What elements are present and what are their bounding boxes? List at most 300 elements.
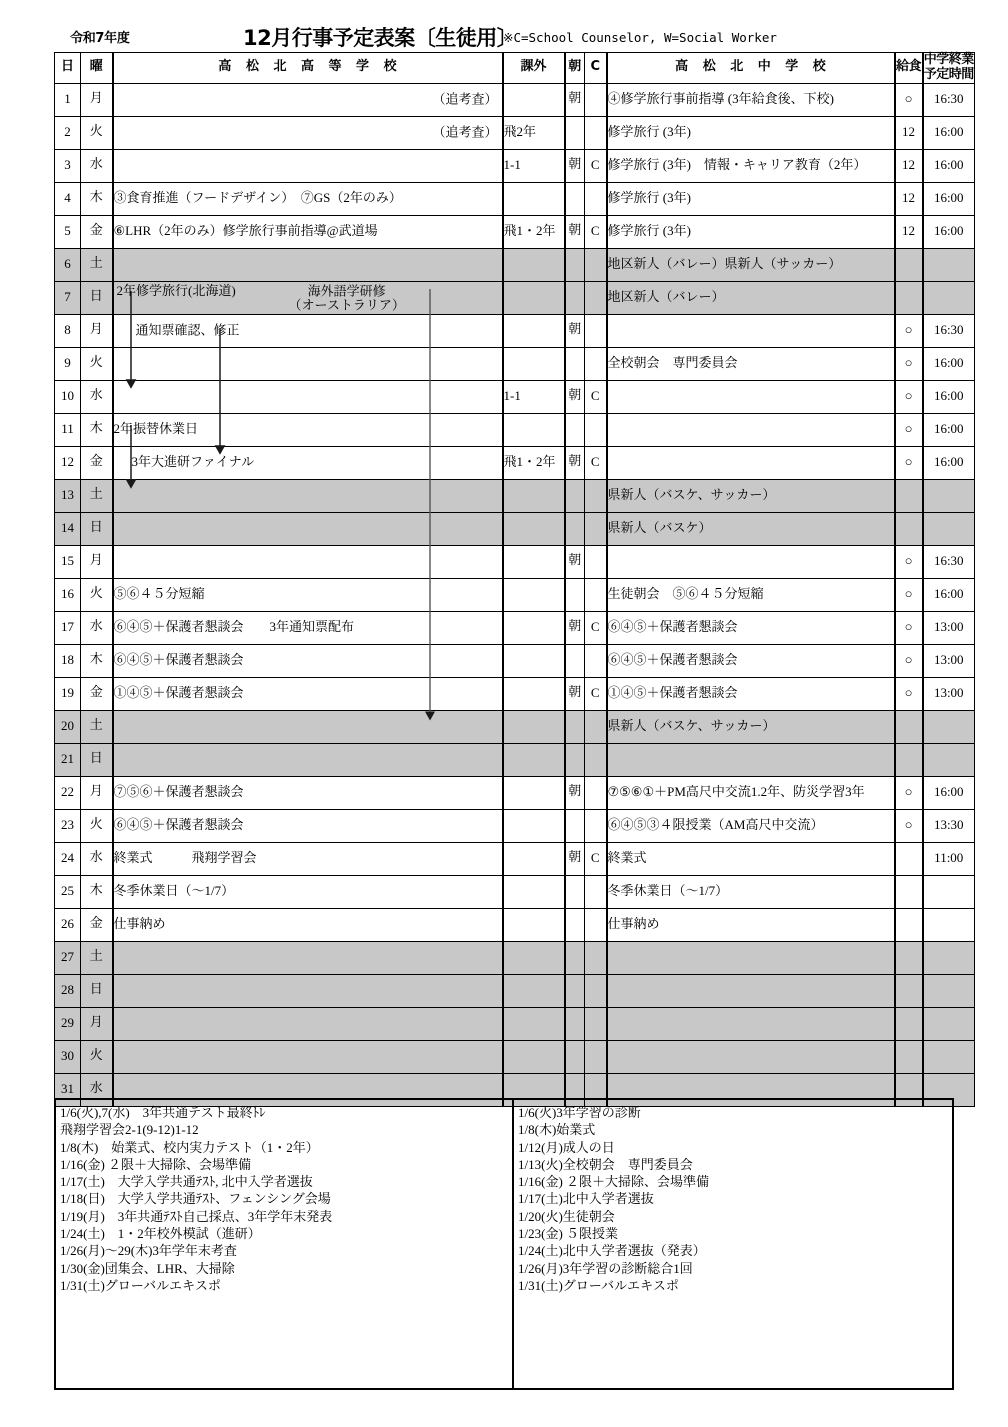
cell-high-school — [113, 446, 503, 479]
cell-end-time: 16:30 — [923, 83, 975, 116]
cell-lunch: ○ — [895, 545, 923, 578]
cell-counselor: C — [585, 842, 607, 875]
cell-middle-school: 地区新人（バレー） — [607, 281, 895, 314]
note-line-high-school: 1/19(月) 3年共通ﾃｽﾄ自己採点、3年学年末発表 — [60, 1208, 333, 1224]
cell-middle-school — [607, 743, 895, 776]
cell-weekday: 水 — [81, 1073, 113, 1106]
cell-kagai — [503, 809, 565, 842]
cell-end-time — [923, 974, 975, 1007]
cell-middle-school: 生徒朝会 ⑤⑥４５分短縮 — [607, 578, 895, 611]
cell-end-time: 16:30 — [923, 314, 975, 347]
table-row — [55, 644, 975, 677]
cell-kagai — [503, 545, 565, 578]
table-row — [55, 116, 975, 149]
table-row — [55, 281, 975, 314]
table-row — [55, 512, 975, 545]
cell-day: 12 — [55, 446, 81, 479]
high-school-event-text: 2年振替休業日 — [113, 421, 199, 437]
cell-counselor — [585, 974, 607, 1007]
cell-kagai — [503, 182, 565, 215]
cell-morning: 朝 — [565, 149, 585, 182]
high-school-event-text: ⑤⑥４５分短縮 — [113, 586, 205, 602]
cell-weekday: 水 — [81, 842, 113, 875]
cell-lunch — [895, 908, 923, 941]
note-line-high-school: 1/8(木) 始業式、校内実力テスト（1・2年） — [60, 1139, 319, 1155]
cell-high-school — [113, 842, 503, 875]
table-header-row — [55, 53, 975, 84]
cell-lunch — [895, 710, 923, 743]
cell-day: 14 — [55, 512, 81, 545]
cell-weekday: 月 — [81, 776, 113, 809]
cell-morning — [565, 182, 585, 215]
table-row — [55, 314, 975, 347]
cell-counselor: C — [585, 677, 607, 710]
cell-weekday: 土 — [81, 479, 113, 512]
cell-end-time: 13:00 — [923, 644, 975, 677]
cell-kagai — [503, 974, 565, 1007]
cell-lunch — [895, 479, 923, 512]
note-line-high-school: 1/16(金) ２限＋大掃除、会場準備 — [60, 1156, 252, 1172]
cell-middle-school — [607, 1007, 895, 1040]
cell-lunch — [895, 281, 923, 314]
cell-morning — [565, 710, 585, 743]
cell-kagai — [503, 248, 565, 281]
cell-weekday: 金 — [81, 215, 113, 248]
cell-middle-school: 修学旅行 (3年) 情報・キャリア教育（2年） — [607, 149, 895, 182]
cell-lunch — [895, 1040, 923, 1073]
cell-kagai — [503, 281, 565, 314]
cell-morning — [565, 743, 585, 776]
cell-counselor — [585, 479, 607, 512]
cell-end-time: 16:00 — [923, 182, 975, 215]
cell-end-time — [923, 479, 975, 512]
cell-lunch — [895, 248, 923, 281]
cell-end-time — [923, 512, 975, 545]
cell-high-school — [113, 149, 503, 182]
cell-counselor — [585, 512, 607, 545]
cell-morning: 朝 — [565, 842, 585, 875]
cell-day: 25 — [55, 875, 81, 908]
cell-morning — [565, 1040, 585, 1073]
cell-middle-school: 冬季休業日（〜1/7） — [607, 875, 895, 908]
cell-lunch: ○ — [895, 314, 923, 347]
note-line-high-school: 1/18(日) 大学入学共通ﾃｽﾄ、フェンシング会場 — [60, 1191, 331, 1207]
cell-counselor — [585, 1007, 607, 1040]
cell-morning — [565, 413, 585, 446]
cell-morning: 朝 — [565, 215, 585, 248]
table-row — [55, 380, 975, 413]
cell-high-school — [113, 578, 503, 611]
cell-counselor: C — [585, 215, 607, 248]
cell-morning — [565, 512, 585, 545]
legend-note: ※C=School Counselor, W=Social Worker — [503, 30, 777, 45]
cell-day: 15 — [55, 545, 81, 578]
cell-weekday: 金 — [81, 446, 113, 479]
note-line-middle-school: 1/8(木)始業式 — [518, 1122, 596, 1138]
cell-middle-school: 県新人（バスケ、サッカー） — [607, 710, 895, 743]
cell-weekday: 木 — [81, 413, 113, 446]
cell-weekday: 金 — [81, 908, 113, 941]
notes-high-school — [56, 1100, 514, 1388]
cell-lunch: ○ — [895, 578, 923, 611]
high-school-event-text: 終業式 飛翔学習会 — [113, 850, 257, 866]
cell-kagai: 1-1 — [503, 380, 565, 413]
cell-middle-school: 修学旅行 (3年) — [607, 182, 895, 215]
cell-lunch: 12 — [895, 116, 923, 149]
cell-lunch — [895, 974, 923, 1007]
cell-counselor — [585, 809, 607, 842]
cell-middle-school: ⑥④⑤＋保護者懇談会 — [607, 611, 895, 644]
cell-weekday: 火 — [81, 347, 113, 380]
high-school-event-text: ⑦⑤⑥＋保護者懇談会 — [113, 784, 244, 800]
high-school-event-text: 3年大進研ファイナル — [131, 454, 255, 470]
cell-day: 21 — [55, 743, 81, 776]
cell-lunch: ○ — [895, 611, 923, 644]
table-row — [55, 413, 975, 446]
table-row — [55, 974, 975, 1007]
cell-end-time: 16:30 — [923, 545, 975, 578]
cell-morning — [565, 908, 585, 941]
cell-high-school — [113, 611, 503, 644]
cell-day: 1 — [55, 83, 81, 116]
high-school-event-text: ⑥LHR（2年のみ）修学旅行事前指導@武道場 — [113, 223, 378, 239]
cell-morning — [565, 578, 585, 611]
cell-lunch — [895, 875, 923, 908]
cell-high-school — [113, 215, 503, 248]
cell-high-school — [113, 941, 503, 974]
cell-day: 10 — [55, 380, 81, 413]
cell-kagai: 飛1・2年 — [503, 215, 565, 248]
cell-day: 24 — [55, 842, 81, 875]
cell-counselor — [585, 182, 607, 215]
cell-lunch — [895, 512, 923, 545]
cell-end-time: 16:00 — [923, 149, 975, 182]
cell-high-school — [113, 743, 503, 776]
cell-morning: 朝 — [565, 446, 585, 479]
cell-lunch: ○ — [895, 677, 923, 710]
cell-counselor — [585, 941, 607, 974]
cell-end-time: 16:00 — [923, 776, 975, 809]
cell-kagai — [503, 347, 565, 380]
cell-high-school — [113, 677, 503, 710]
cell-end-time — [923, 281, 975, 314]
cell-weekday: 火 — [81, 1040, 113, 1073]
cell-counselor — [585, 578, 607, 611]
cell-middle-school: ④修学旅行事前指導 (3年給食後、下校) — [607, 83, 895, 116]
cell-kagai — [503, 479, 565, 512]
cell-morning — [565, 281, 585, 314]
cell-lunch: ○ — [895, 446, 923, 479]
label-hokkaido-trip: 2年修学旅行(北海道) — [116, 282, 236, 298]
cell-morning: 朝 — [565, 83, 585, 116]
cell-lunch: 12 — [895, 215, 923, 248]
cell-end-time: 16:00 — [923, 116, 975, 149]
cell-middle-school: 終業式 — [607, 842, 895, 875]
cell-day: 27 — [55, 941, 81, 974]
label-overseas-language-program: 海外語学研修 （オーストラリア） — [288, 283, 405, 312]
cell-morning: 朝 — [565, 776, 585, 809]
note-line-high-school: 1/30(金)団集会、LHR、大掃除 — [60, 1260, 235, 1276]
cell-middle-school — [607, 941, 895, 974]
cell-counselor: C — [585, 380, 607, 413]
cell-kagai — [503, 1007, 565, 1040]
cell-counselor: C — [585, 149, 607, 182]
cell-lunch: ○ — [895, 776, 923, 809]
note-line-middle-school: 1/20(火)生徒朝会 — [518, 1208, 615, 1224]
cell-high-school — [113, 347, 503, 380]
cell-kagai — [503, 413, 565, 446]
cell-counselor — [585, 116, 607, 149]
cell-end-time — [923, 710, 975, 743]
cell-end-time — [923, 875, 975, 908]
schedule-table — [54, 52, 975, 1107]
cell-kagai: 1-1 — [503, 149, 565, 182]
cell-weekday: 月 — [81, 83, 113, 116]
cell-morning — [565, 809, 585, 842]
cell-middle-school: 全校朝会 専門委員会 — [607, 347, 895, 380]
cell-weekday: 水 — [81, 380, 113, 413]
cell-weekday: 火 — [81, 116, 113, 149]
notes-middle-school — [514, 1100, 952, 1388]
cell-lunch: ○ — [895, 83, 923, 116]
note-line-middle-school: 1/6(火)3年学習の診断 — [518, 1105, 641, 1120]
cell-lunch: ○ — [895, 644, 923, 677]
high-school-event-text: ①④⑤＋保護者懇談会 — [113, 685, 244, 701]
table-row — [55, 776, 975, 809]
cell-high-school — [113, 182, 503, 215]
cell-end-time — [923, 1007, 975, 1040]
table-row — [55, 83, 975, 116]
note-line-middle-school: 1/17(土)北中入学者選抜 — [518, 1191, 654, 1207]
cell-day: 4 — [55, 182, 81, 215]
cell-morning — [565, 974, 585, 1007]
cell-middle-school — [607, 314, 895, 347]
note-line-middle-school: 1/23(金) ５限授業 — [518, 1225, 619, 1241]
cell-counselor — [585, 248, 607, 281]
cell-high-school — [113, 710, 503, 743]
col-header-asa: 朝 — [565, 53, 585, 84]
cell-kagai — [503, 842, 565, 875]
cell-weekday: 日 — [81, 512, 113, 545]
cell-kagai — [503, 512, 565, 545]
cell-middle-school: 地区新人（バレー）県新人（サッカー） — [607, 248, 895, 281]
cell-morning — [565, 347, 585, 380]
cell-day: 9 — [55, 347, 81, 380]
cell-morning: 朝 — [565, 545, 585, 578]
cell-middle-school: ⑥④⑤＋保護者懇談会 — [607, 644, 895, 677]
cell-day: 8 — [55, 314, 81, 347]
table-row — [55, 479, 975, 512]
cell-weekday: 火 — [81, 578, 113, 611]
cell-high-school — [113, 479, 503, 512]
high-school-event-text: 仕事納め — [113, 916, 166, 932]
cell-weekday: 日 — [81, 743, 113, 776]
cell-weekday: 木 — [81, 182, 113, 215]
cell-weekday: 土 — [81, 710, 113, 743]
table-row — [55, 215, 975, 248]
cell-counselor — [585, 314, 607, 347]
cell-high-school — [113, 1040, 503, 1073]
cell-day: 17 — [55, 611, 81, 644]
cell-middle-school — [607, 413, 895, 446]
cell-day: 16 — [55, 578, 81, 611]
table-row — [55, 743, 975, 776]
cell-end-time: 16:00 — [923, 413, 975, 446]
footer-notes — [54, 1098, 954, 1390]
cell-weekday: 日 — [81, 974, 113, 1007]
cell-end-time — [923, 743, 975, 776]
col-header-day: 日 — [55, 53, 81, 84]
table-row — [55, 677, 975, 710]
cell-weekday: 月 — [81, 314, 113, 347]
cell-lunch: 12 — [895, 149, 923, 182]
cell-weekday: 土 — [81, 248, 113, 281]
cell-high-school — [113, 644, 503, 677]
cell-middle-school — [607, 446, 895, 479]
note-line-middle-school: 1/26(月)3年学習の診断総合1回 — [518, 1260, 693, 1276]
cell-weekday: 土 — [81, 941, 113, 974]
cell-morning — [565, 248, 585, 281]
cell-morning — [565, 875, 585, 908]
cell-middle-school: 県新人（バスケ、サッカー） — [607, 479, 895, 512]
cell-counselor: C — [585, 611, 607, 644]
cell-morning: 朝 — [565, 380, 585, 413]
cell-counselor — [585, 83, 607, 116]
high-school-event-text: ⑥④⑤＋保護者懇談会 — [113, 817, 244, 833]
table-row — [55, 611, 975, 644]
cell-day: 7 — [55, 281, 81, 314]
cell-day: 31 — [55, 1073, 81, 1106]
cell-high-school — [113, 413, 503, 446]
cell-counselor — [585, 710, 607, 743]
cell-middle-school — [607, 1040, 895, 1073]
cell-high-school — [113, 248, 503, 281]
table-row — [55, 1007, 975, 1040]
cell-kagai — [503, 314, 565, 347]
table-row — [55, 710, 975, 743]
cell-lunch — [895, 743, 923, 776]
table-row — [55, 809, 975, 842]
cell-end-time: 16:00 — [923, 347, 975, 380]
cell-middle-school — [607, 545, 895, 578]
table-row — [55, 545, 975, 578]
school-year-label: 令和7年度 — [70, 31, 130, 46]
note-line-high-school: 1/24(土) 1・2年校外模試（進研） — [60, 1225, 261, 1241]
cell-kagai — [503, 710, 565, 743]
table-row — [55, 578, 975, 611]
cell-counselor — [585, 545, 607, 578]
cell-morning — [565, 1007, 585, 1040]
cell-morning: 朝 — [565, 611, 585, 644]
col-header-end-time: 中学終業 予定時間 — [923, 52, 974, 82]
table-row — [55, 248, 975, 281]
cell-morning: 朝 — [565, 314, 585, 347]
cell-weekday: 金 — [81, 677, 113, 710]
cell-lunch — [895, 941, 923, 974]
cell-kagai — [503, 908, 565, 941]
table-row — [55, 842, 975, 875]
cell-lunch: ○ — [895, 380, 923, 413]
high-school-event-note: （追考査） — [432, 124, 498, 140]
cell-end-time: 16:00 — [923, 215, 975, 248]
cell-morning — [565, 116, 585, 149]
table-row — [55, 347, 975, 380]
table-row — [55, 446, 975, 479]
cell-end-time — [923, 941, 975, 974]
cell-day: 19 — [55, 677, 81, 710]
cell-counselor — [585, 875, 607, 908]
cell-day: 3 — [55, 149, 81, 182]
cell-kagai — [503, 677, 565, 710]
cell-kagai — [503, 776, 565, 809]
document-header — [0, 24, 1008, 50]
note-line-middle-school: 1/24(土)北中入学者選抜（発表） — [518, 1243, 706, 1259]
cell-weekday: 水 — [81, 611, 113, 644]
cell-high-school — [113, 512, 503, 545]
cell-kagai — [503, 1040, 565, 1073]
cell-day: 30 — [55, 1040, 81, 1073]
cell-high-school — [113, 116, 503, 149]
cell-high-school — [113, 974, 503, 1007]
cell-middle-school: ⑦⑤⑥①＋PM高尺中交流1.2年、防災学習3年 — [607, 776, 895, 809]
cell-day: 29 — [55, 1007, 81, 1040]
cell-counselor — [585, 644, 607, 677]
cell-counselor — [585, 776, 607, 809]
cell-high-school — [113, 545, 503, 578]
high-school-event-text: ③食育推進（フードデザイン） ⑦GS（2年のみ） — [113, 190, 402, 206]
note-line-high-school: 1/17(土) 大学入学共通ﾃｽﾄ, 北中入学者選抜 — [60, 1174, 313, 1190]
cell-high-school — [113, 776, 503, 809]
col-header-counselor: C — [585, 53, 607, 84]
cell-end-time: 16:00 — [923, 578, 975, 611]
cell-high-school — [113, 314, 503, 347]
cell-day: 2 — [55, 116, 81, 149]
cell-kagai — [503, 578, 565, 611]
cell-counselor — [585, 413, 607, 446]
cell-high-school — [113, 1007, 503, 1040]
cell-end-time — [923, 248, 975, 281]
cell-morning: 朝 — [565, 677, 585, 710]
cell-kagai — [503, 743, 565, 776]
table-row — [55, 908, 975, 941]
cell-middle-school: ⑥④⑤③４限授業（AM高尺中交流） — [607, 809, 895, 842]
cell-lunch — [895, 1007, 923, 1040]
cell-lunch: ○ — [895, 809, 923, 842]
col-header-weekday: 曜 — [81, 53, 113, 84]
cell-high-school — [113, 809, 503, 842]
cell-day: 18 — [55, 644, 81, 677]
cell-day: 13 — [55, 479, 81, 512]
cell-middle-school: 仕事納め — [607, 908, 895, 941]
cell-high-school — [113, 908, 503, 941]
note-line-middle-school: 1/16(金) ２限＋大掃除、会場準備 — [518, 1174, 710, 1190]
cell-day: 22 — [55, 776, 81, 809]
cell-counselor — [585, 743, 607, 776]
col-header-kagai: 課外 — [503, 53, 565, 84]
cell-morning — [565, 941, 585, 974]
cell-kagai: 飛2年 — [503, 116, 565, 149]
cell-weekday: 木 — [81, 875, 113, 908]
cell-weekday: 水 — [81, 149, 113, 182]
table-row — [55, 941, 975, 974]
cell-middle-school — [607, 974, 895, 1007]
cell-day: 5 — [55, 215, 81, 248]
cell-day: 26 — [55, 908, 81, 941]
cell-middle-school: ①④⑤＋保護者懇談会 — [607, 677, 895, 710]
cell-day: 6 — [55, 248, 81, 281]
high-school-event-text: ⑥④⑤＋保護者懇談会 3年通知票配布 — [113, 619, 355, 635]
page-title: 12月行事予定表案〔生徒用〕 — [243, 26, 518, 50]
